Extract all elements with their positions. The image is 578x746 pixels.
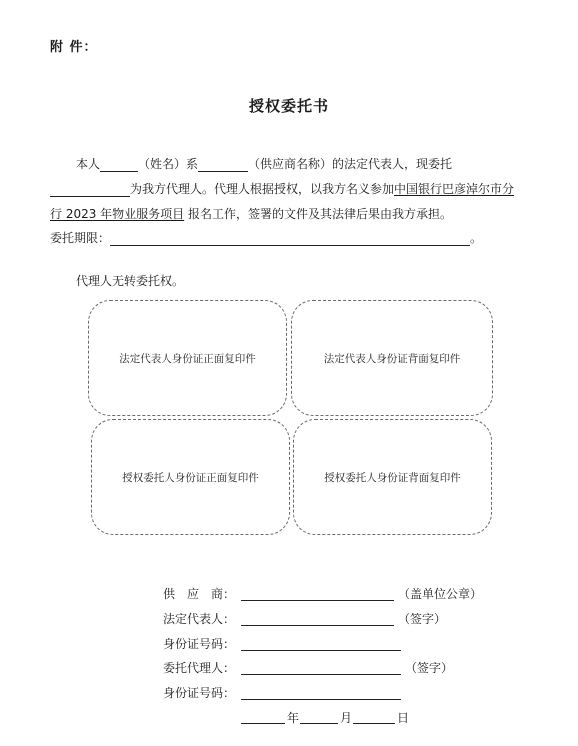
id-number-line-2[interactable] — [241, 699, 401, 700]
box-label: 授权委托人身份证正面复印件 — [122, 471, 259, 484]
supplier-label: 供 应 商： — [163, 587, 236, 601]
paragraph-line-4 — [50, 229, 482, 246]
text-name-note: （姓名）系 — [138, 157, 199, 171]
day-label: 日 — [397, 711, 410, 725]
attachment-label: 附 件： — [50, 40, 98, 55]
agent-sign-note: （签字） — [405, 661, 454, 675]
agent-id-back-box — [293, 419, 492, 535]
name-blank[interactable] — [100, 158, 138, 172]
legal-rep-signature-line[interactable] — [241, 625, 394, 626]
text-agent-authorization: 为我方代理人。代理人根据授权，以我方名义参加 — [130, 182, 395, 196]
text-responsibility: 报名工作，签署的文件及其法律后果由我方承担。 — [184, 207, 452, 221]
text-principal: 本人 — [76, 157, 101, 171]
legal-rep-id-back-box — [291, 300, 493, 416]
agent-label: 委托代理人： — [163, 661, 236, 675]
month-blank[interactable] — [300, 723, 338, 724]
box-label: 法定代表人身份证背面复印件 — [323, 352, 461, 365]
day-blank[interactable] — [353, 723, 395, 724]
no-sub-delegation-text: 代理人无转委托权。 — [76, 274, 185, 288]
term-blank[interactable] — [110, 232, 470, 246]
id-number-line-1[interactable] — [241, 650, 401, 651]
legal-rep-sign-note: （签字） — [398, 612, 447, 626]
project-name-part-2: 行 2023 年物业服务项目 — [50, 207, 185, 221]
month-label: 月 — [340, 711, 353, 725]
agent-id-front-box — [91, 419, 290, 535]
term-label: 委托期限： — [50, 231, 111, 245]
paragraph-line-1 — [76, 155, 452, 172]
term-end: 。 — [470, 231, 483, 245]
agent-signature-line[interactable] — [241, 674, 401, 675]
supplier-signature-line[interactable] — [241, 600, 394, 601]
supplier-name-blank[interactable] — [198, 158, 248, 172]
id-number-label-1: 身份证号码： — [163, 637, 236, 651]
legal-rep-label: 法定代表人： — [163, 612, 236, 626]
project-name-part-1: 中国银行巴彦淖尔市分 — [394, 182, 515, 196]
box-label: 授权委托人身份证背面复印件 — [324, 471, 461, 484]
legal-rep-id-front-box — [88, 300, 287, 416]
id-number-label-2: 身份证号码： — [163, 686, 236, 700]
agent-name-blank[interactable] — [50, 183, 130, 197]
page-title: 授权委托书 — [248, 97, 329, 115]
year-label: 年 — [287, 711, 300, 725]
paragraph-line-3 — [50, 205, 452, 222]
box-label: 法定代表人身份证正面复印件 — [119, 352, 256, 365]
paragraph-line-2 — [50, 180, 514, 197]
year-blank[interactable] — [241, 723, 285, 724]
text-supplier-note: （供应商名称）的法定代表人，现委托 — [248, 157, 453, 171]
supplier-seal-note: （盖单位公章） — [398, 587, 483, 601]
